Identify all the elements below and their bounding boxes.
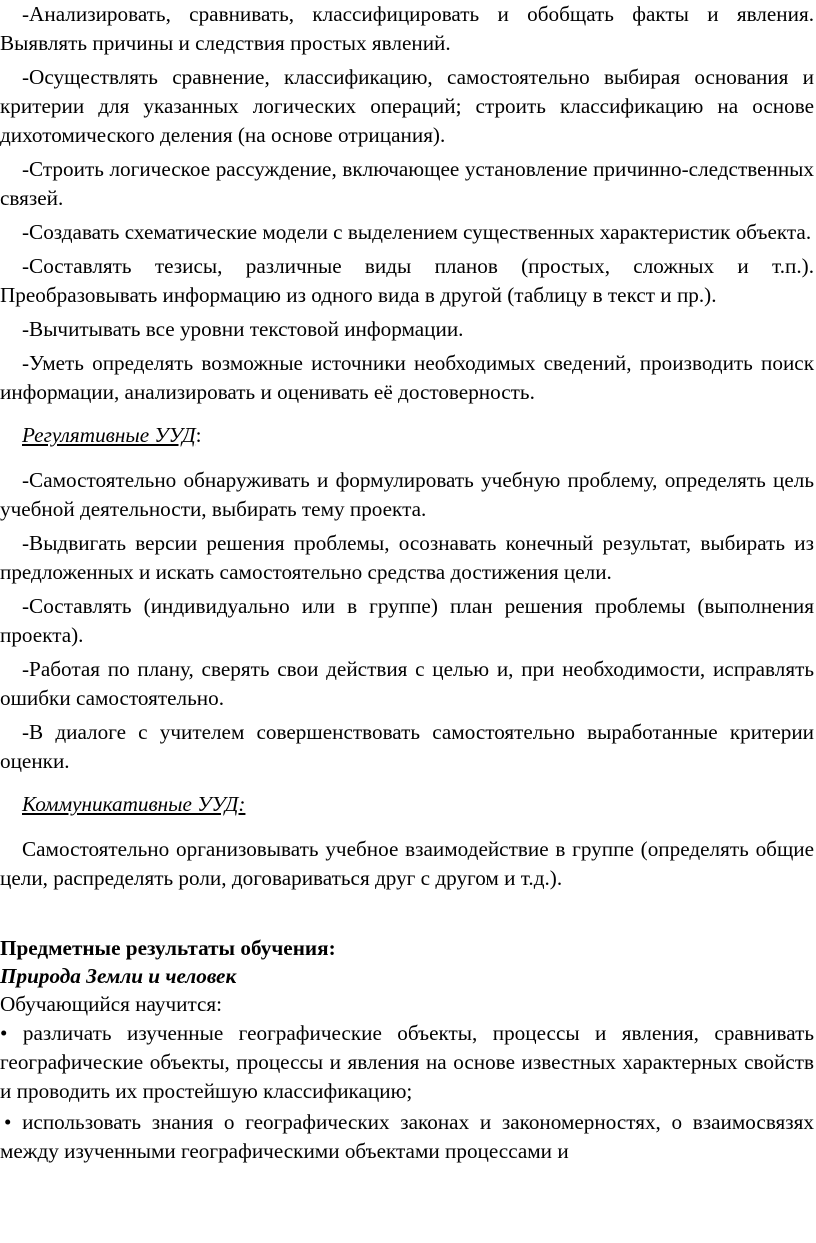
communicative-heading (0, 790, 814, 819)
meta-skill-2: -Осуществлять сравнение, классификацию, самостоятельно выбирая основания и критерии для указанных логических операций; строить классификацию на основе дихотомического деления (на основе отрицания). (0, 65, 814, 147)
meta-skill-7: -Уметь определять возможные источники необходимых сведений, производить поиск информации, анализировать и оценивать её достоверность. (0, 351, 814, 404)
meta-skill-3: -Строить логическое рассуждение, включающее установление причинно-следственных связей. (0, 157, 814, 210)
regulatory-item-4: -Работая по плану, сверять свои действия с целью и, при необходимости, исправлять ошибки самостоятельно. (0, 657, 814, 710)
subject-results-heading: Предметные результаты обучения: (0, 936, 336, 960)
regulatory-item-5: -В диалоге с учителем совершенствовать самостоятельно выработанные критерии оценки. (0, 720, 814, 773)
regulatory-item-3: -Составлять (индивидуально или в группе) план решения проблемы (выполнения проекта). (0, 594, 814, 647)
bullet-item-2: • использовать знания о географических законах и закономерностях, о взаимосвязях между изученными географическими объектами процессами и (0, 1110, 814, 1163)
learner-intro: Обучающийся научится: (0, 992, 223, 1016)
regulatory-item-1: -Самостоятельно обнаруживать и формулировать учебную проблему, определять цель учебной деятельности, выбирать тему проекта. (0, 468, 814, 521)
meta-skill-4: -Создавать схематические модели с выделением существенных характеристик объекта. (22, 220, 812, 244)
regulatory-colon: : (195, 423, 202, 447)
communicative-title: Коммуникативные УУД: (22, 792, 246, 816)
communicative-text: Самостоятельно организовывать учебное взаимодействие в группе (определять общие цели, распределять роли, договариваться друг с другом и т.д.). (0, 837, 814, 890)
section-title: Природа Земли и человек (0, 964, 237, 988)
regulatory-heading (0, 421, 814, 450)
regulatory-title: Регулятивные УУД (22, 423, 196, 447)
meta-skill-5: -Составлять тезисы, различные виды планов (простых, сложных и т.п.). Преобразовывать информацию из одного вида в другой (таблицу в текст и пр.). (0, 254, 814, 307)
regulatory-item-2: -Выдвигать версии решения проблемы, осознавать конечный результат, выбирать из предложенных и искать самостоятельно средства достижения цели. (0, 531, 814, 584)
bullet-item-1: • различать изученные географические объекты, процессы и явления, сравнивать географические объекты, процессы и явления на основе известных характерных свойств и проводить их простейшую классификацию; (0, 1021, 814, 1103)
meta-skill-1: -Анализировать, сравнивать, классифицировать и обобщать факты и явления. Выявлять причины и следствия простых явлений. (0, 2, 814, 55)
meta-skill-6: -Вычитывать все уровни текстовой информации. (22, 317, 464, 341)
